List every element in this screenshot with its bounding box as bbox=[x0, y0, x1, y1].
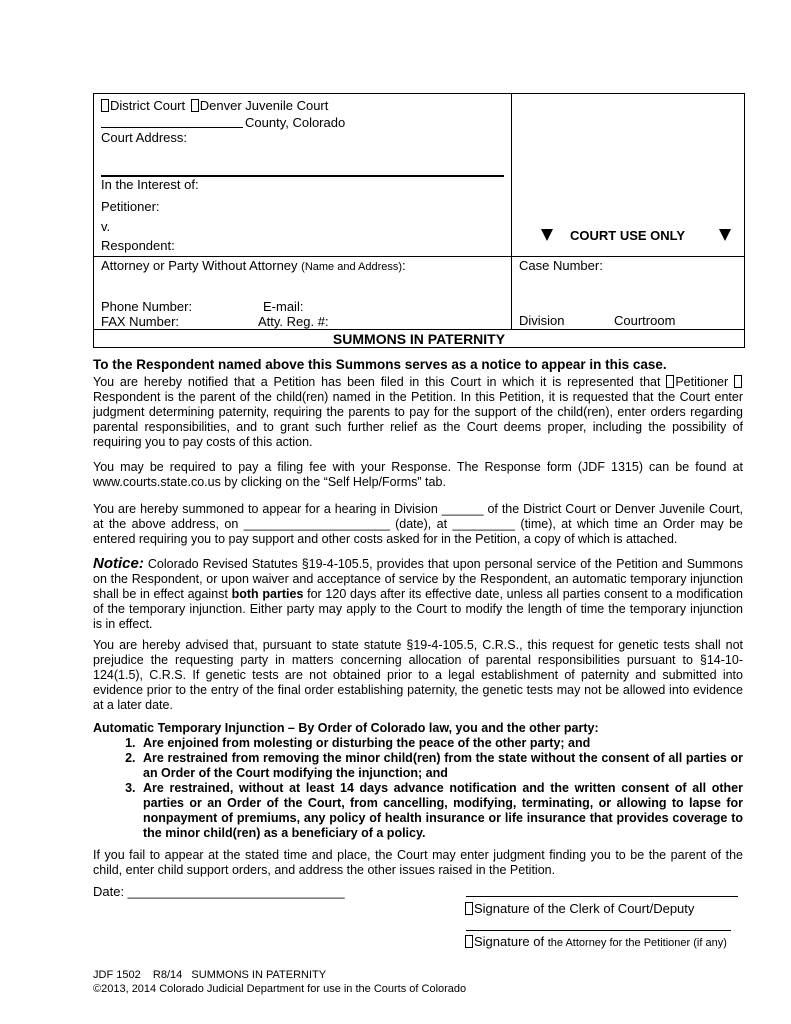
paragraph-filing-fee: You may be required to pay a filing fee with your Response. The Response form (JDF 1315) can be found at www.courts.state.co.us by clicking on the “Self Help/Forms” tab. bbox=[93, 460, 743, 489]
clerk-signature-label: Signature of the Clerk of Court/Deputy bbox=[474, 901, 695, 916]
notice-text-2: for 120 days after its effective date, unless all parties consent to a modification of the temporary injunction. Either party may apply to the Court to modify the length of time the temporary injunction is in effect. bbox=[93, 587, 743, 631]
phone-label: Phone Number: bbox=[101, 299, 193, 314]
attorney-signature-checkbox[interactable] bbox=[465, 935, 473, 948]
attorney-signature-label: Signature of bbox=[474, 934, 548, 949]
paragraph-petition-text: You are hereby notified that a Petition has been filed in this Court in which it is represented that bbox=[93, 375, 667, 389]
paragraph-notice bbox=[93, 556, 743, 632]
paragraph-petition bbox=[93, 375, 743, 450]
court-use-only-label: COURT USE ONLY bbox=[570, 228, 686, 243]
attorney-label-note: (Name and Address) bbox=[301, 261, 403, 273]
down-triangle-icon bbox=[719, 229, 731, 241]
respondent-checkbox[interactable] bbox=[734, 375, 742, 388]
case-number-label: Case Number: bbox=[519, 258, 603, 273]
versus-label: v. bbox=[101, 219, 111, 234]
title-divider bbox=[93, 329, 745, 330]
district-court-checkbox[interactable] bbox=[101, 99, 109, 112]
petitioner-checkbox[interactable] bbox=[666, 375, 674, 388]
paragraph-failure: If you fail to appear at the stated time and place, the Court may enter judgment finding you to be the parent of the child, enter child support orders, and address the other issues raised in the Petition. bbox=[93, 848, 743, 877]
attorney-label-text: Attorney or Party Without Attorney bbox=[101, 258, 298, 273]
court-selection bbox=[101, 98, 328, 113]
list-item: 3. Are restrained, without at least 14 days advance notification and the written consent of all other parties or an Order of the Court, from cancelling, modifying, terminating, or allowing to lapse for nonpayment of premiums, any policy of health insurance or life insurance that provides coverage to the minor child(ren) as a beneficiary of a policy. bbox=[139, 781, 743, 841]
respondent-heading: To the Respondent named above this Summons serves as a notice to appear in this case. bbox=[93, 357, 667, 372]
county-blank[interactable] bbox=[101, 127, 243, 128]
attorney-label-colon: : bbox=[402, 258, 406, 273]
attorney-signature-label-2: the Attorney for the Petitioner (if any) bbox=[547, 937, 727, 949]
caption-vertical-divider bbox=[511, 93, 512, 330]
respondent-label: Respondent: bbox=[101, 238, 175, 253]
document-title: SUMMONS IN PATERNITY bbox=[332, 331, 506, 347]
county-label: County, Colorado bbox=[245, 115, 346, 130]
ati-list bbox=[93, 736, 743, 841]
attorney-signature-line[interactable] bbox=[466, 930, 731, 931]
notice-label: Notice: bbox=[93, 555, 144, 572]
ati-heading: Automatic Temporary Injunction – By Order of Colorado law, you and the other party: bbox=[93, 721, 599, 735]
paragraph-petition-text-2: is the parent of the child(ren) named in the Petition. In this Petition, it is requested that the Court enter judgment determining paternity, requiring the parents to pay for the support of the child(ren), enter orders regarding parental responsibilities, and to grant such further relief as the Court deems proper, including the possibility of requiring you to pay costs of this action. bbox=[93, 390, 743, 449]
date-field[interactable]: Date: ______________________________ bbox=[93, 884, 345, 899]
clerk-signature bbox=[465, 901, 694, 916]
petitioner-option-label: Petitioner bbox=[675, 375, 729, 389]
fax-label: FAX Number: bbox=[101, 314, 180, 329]
court-address-label: Court Address: bbox=[101, 130, 187, 145]
clerk-signature-checkbox[interactable] bbox=[465, 902, 473, 915]
footer-form-id: JDF 1502 R8/14 SUMMONS IN PATERNITY bbox=[93, 969, 327, 981]
caption-row-divider bbox=[93, 256, 745, 257]
courtroom-label: Courtroom bbox=[614, 313, 676, 328]
attorney-signature bbox=[465, 934, 727, 951]
respondent-option-label: Respondent bbox=[93, 390, 161, 404]
district-court-label: District Court bbox=[110, 98, 186, 113]
paragraph-hearing: You are hereby summoned to appear for a hearing in Division ______ of the District Court or Denver Juvenile Court, at the above address, on _____________________ (date), at _________ (time), at which time an Order may be entered requiring you to pay support and other costs asked for in the Petition, a copy of which is attached. bbox=[93, 502, 743, 546]
attorney-label bbox=[101, 258, 406, 275]
list-item: 2. Are restrained from removing the minor child(ren) from the state without the consent of all parties or an Order of the Court modifying the injunction; and bbox=[139, 751, 743, 781]
clerk-signature-line[interactable] bbox=[466, 896, 738, 897]
email-label: E-mail: bbox=[263, 299, 304, 314]
division-label: Division bbox=[519, 313, 565, 328]
atty-reg-label: Atty. Reg. #: bbox=[258, 314, 329, 329]
list-item: 1. Are enjoined from molesting or disturbing the peace of the other party; and bbox=[139, 736, 743, 751]
paragraph-genetic-tests: You are hereby advised that, pursuant to state statute §19-4-105.5, C.R.S., this request for genetic tests shall not prejudice the requesting party in matters concerning allocation of parental responsibilities pursuant to §14-10-124(1.5), C.R.S. If genetic tests are not obtained prior to a legal establishment of paternity and submitted into evidence prior to the entry of the final order establishing paternity, the genetic tests may not be allowed into evidence at a later date. bbox=[93, 638, 743, 712]
notice-bold-text: both parties bbox=[231, 587, 304, 601]
juvenile-court-label: Denver Juvenile Court bbox=[199, 98, 329, 113]
interest-of-label: In the Interest of: bbox=[101, 177, 199, 192]
petitioner-label: Petitioner: bbox=[101, 199, 160, 214]
notice-text: Colorado Revised Statutes §19-4-105.5, provides that upon personal service of the Petition and Summons on the Respondent, or upon waiver and acceptance of service by the Respondent, an automatic temporary injunction shall be in effect against bbox=[93, 557, 743, 601]
footer-copyright: ©2013, 2014 Colorado Judicial Department for use in the Courts of Colorado bbox=[93, 983, 467, 995]
juvenile-court-checkbox[interactable] bbox=[191, 99, 199, 112]
down-triangle-icon bbox=[541, 229, 553, 241]
